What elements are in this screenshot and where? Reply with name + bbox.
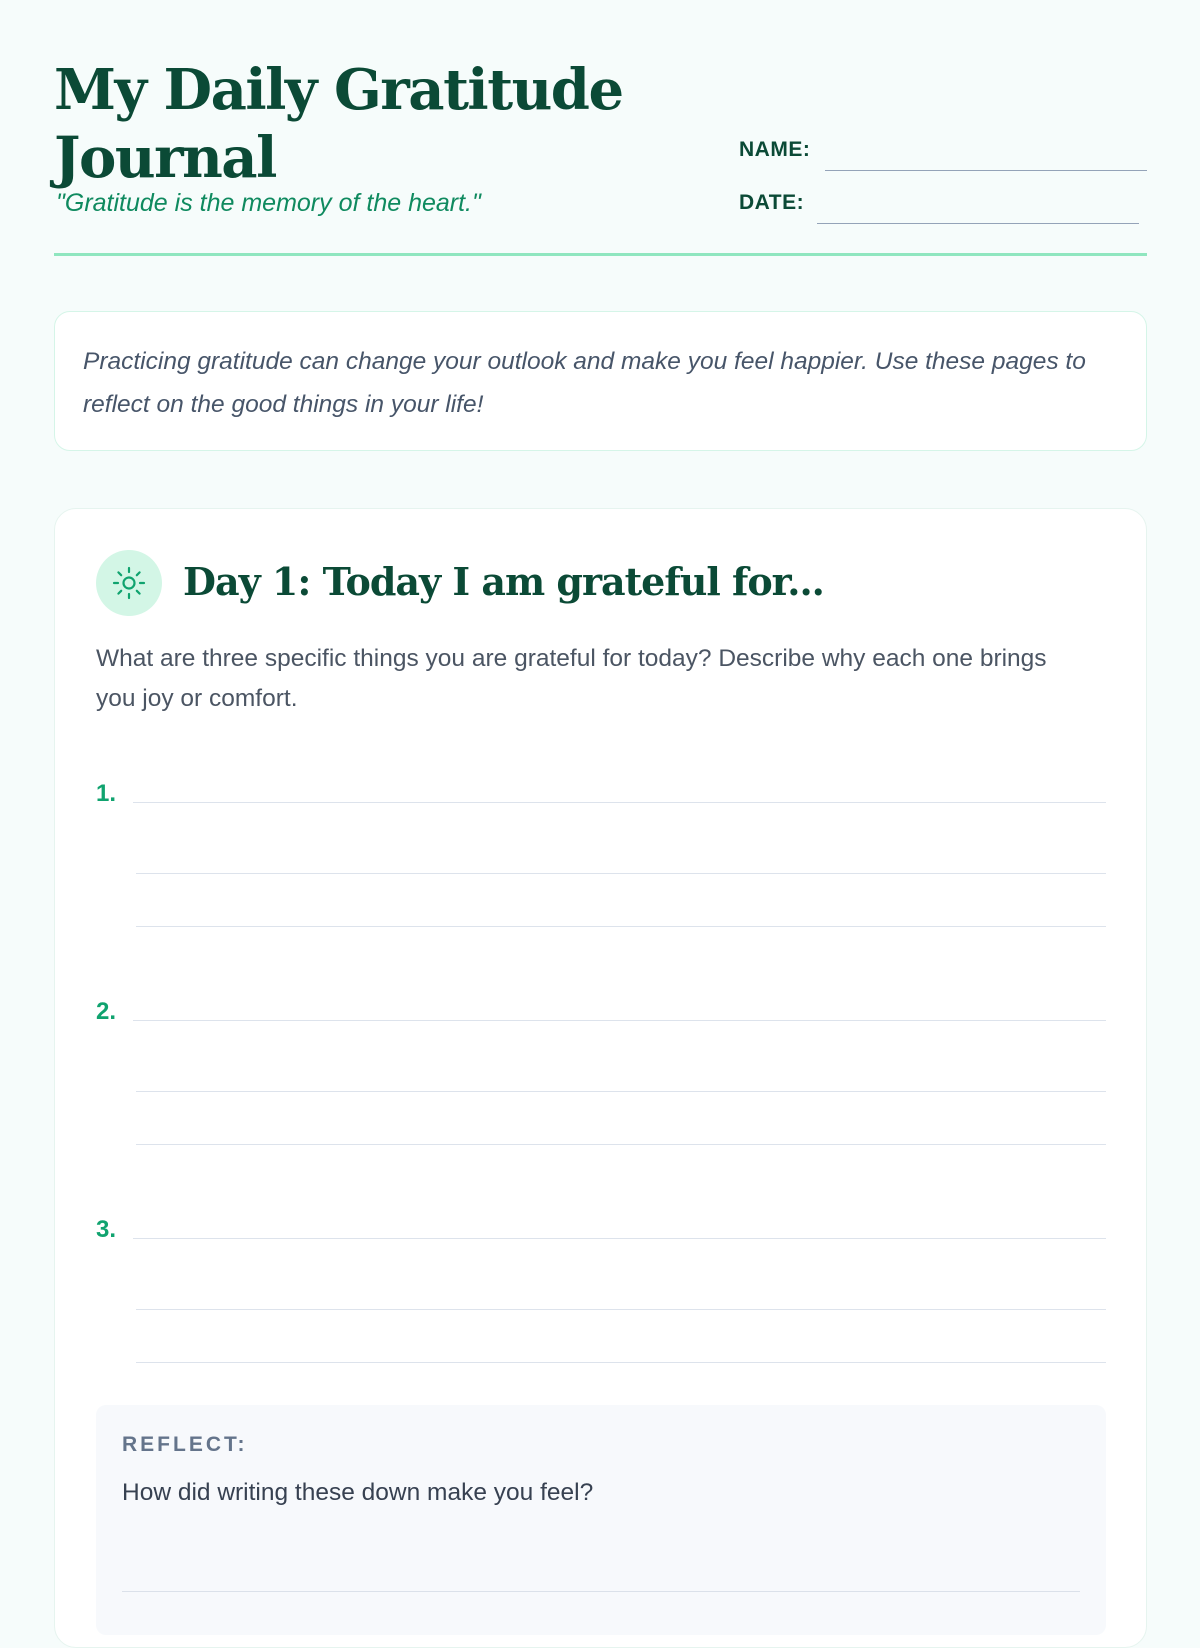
intro-box <box>54 311 1147 451</box>
entry-line[interactable] <box>136 873 1106 874</box>
name-label: NAME: <box>739 138 811 161</box>
entry-2 <box>96 998 1106 1188</box>
entry-3 <box>96 1216 1106 1406</box>
entry-number: 2. <box>96 998 117 1025</box>
reflect-question: How did writing these down make you feel? <box>122 1479 594 1506</box>
entry-line[interactable] <box>133 1238 1106 1239</box>
header <box>54 52 1147 257</box>
entry-number: 1. <box>96 780 117 807</box>
entry-line[interactable] <box>136 1091 1106 1092</box>
reflect-answer-line[interactable] <box>122 1591 1080 1592</box>
entry-number: 3. <box>96 1216 117 1243</box>
page-title: My Daily Gratitude Journal <box>54 57 623 191</box>
reflect-box <box>96 1405 1106 1635</box>
header-divider <box>54 253 1147 256</box>
entry-line[interactable] <box>136 1144 1106 1145</box>
entry-line[interactable] <box>133 802 1106 803</box>
date-input[interactable] <box>817 185 1139 224</box>
sun-icon <box>96 550 162 616</box>
day-prompt: What are three specific things you are grateful for today? Describe why each one brings you joy or comfort. <box>96 645 1047 712</box>
name-field <box>739 132 1147 172</box>
header-quote: "Gratitude is the memory of the heart." <box>56 189 481 217</box>
sun-icon-svg <box>111 565 147 601</box>
entry-line[interactable] <box>136 1362 1106 1363</box>
intro-text: Practicing gratitude can change your outlook and make you feel happier. Use these pages to reflect on the good things in your life! <box>83 348 1086 418</box>
entry-line[interactable] <box>133 1020 1106 1021</box>
reflect-label: REFLECT: <box>122 1433 248 1456</box>
day-title: Day 1: Today I am grateful for... <box>183 559 824 604</box>
entry-line[interactable] <box>136 1309 1106 1310</box>
entry-line[interactable] <box>136 926 1106 927</box>
date-field <box>739 185 1147 225</box>
date-label: DATE: <box>739 191 805 214</box>
name-input[interactable] <box>825 132 1147 171</box>
entry-1 <box>96 780 1106 970</box>
day-card <box>54 508 1147 1648</box>
